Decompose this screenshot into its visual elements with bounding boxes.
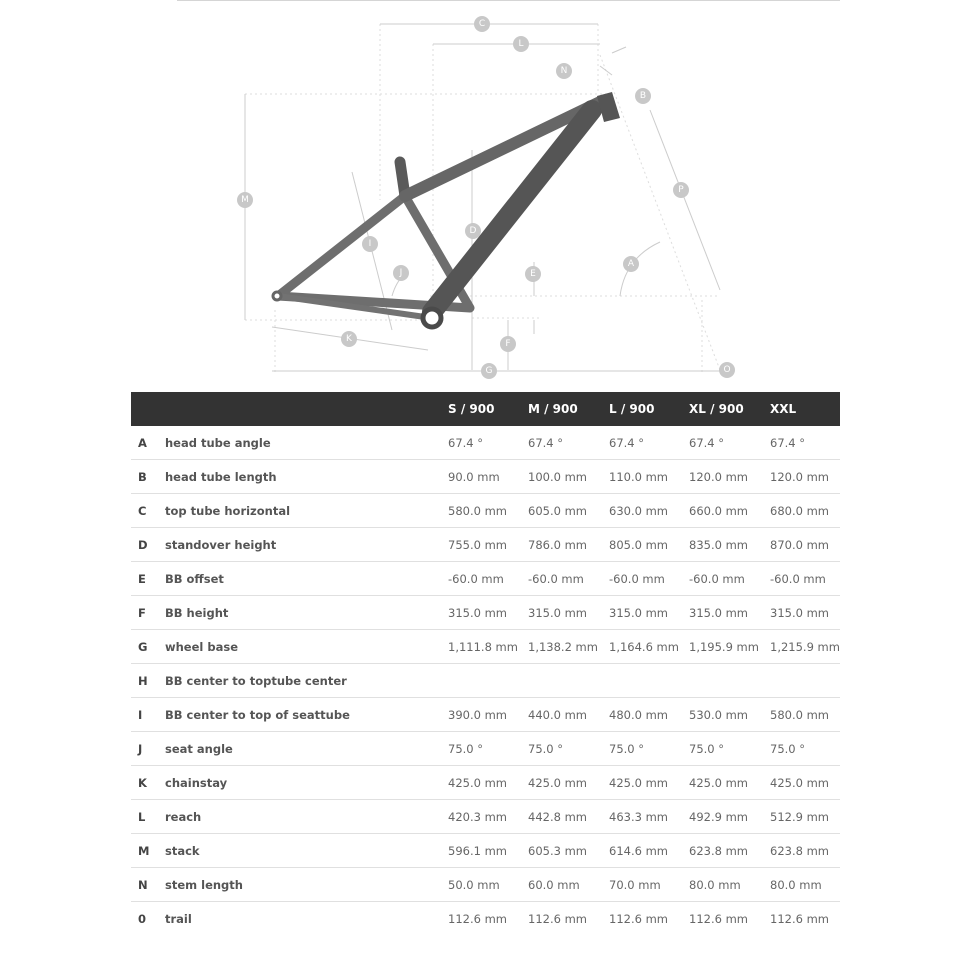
cell-value: 67.4 °	[441, 426, 521, 460]
cell-value: 1,215.9 mm	[763, 630, 840, 664]
cell-value: 60.0 mm	[521, 868, 602, 902]
cell-value: 480.0 mm	[602, 698, 682, 732]
bike-frame	[273, 92, 620, 327]
cell-value: 120.0 mm	[682, 460, 763, 494]
cell-value: 1,164.6 mm	[602, 630, 682, 664]
marker-a	[623, 256, 639, 272]
cell-value: 315.0 mm	[441, 596, 521, 630]
table-row	[131, 426, 840, 460]
table-row	[131, 630, 840, 664]
header-size-s: S / 900	[441, 392, 521, 426]
row-code: K	[131, 766, 165, 800]
row-name: trail	[165, 911, 192, 926]
cell-value: 112.6 mm	[528, 911, 587, 926]
marker-l	[513, 36, 529, 52]
cell-value: 623.8 mm	[763, 834, 840, 868]
cell-value: 492.9 mm	[682, 800, 763, 834]
row-code: G	[131, 630, 165, 664]
cell-value: 463.3 mm	[602, 800, 682, 834]
table-row	[131, 664, 840, 698]
row-code: F	[131, 596, 165, 630]
cell-value: 315.0 mm	[682, 596, 763, 630]
cell-value: -60.0 mm	[441, 562, 521, 596]
cell-value: 100.0 mm	[521, 460, 602, 494]
header-size-xxl: XXL	[763, 392, 840, 426]
cell-value: 755.0 mm	[441, 528, 521, 562]
table-row	[131, 494, 840, 528]
marker-i	[362, 236, 378, 252]
cell-value: 112.6 mm	[770, 911, 829, 926]
svg-text:L: L	[518, 39, 524, 49]
cell-value: 80.0 mm	[682, 868, 763, 902]
marker-g	[481, 363, 497, 379]
cell-value: 67.4 °	[602, 426, 682, 460]
row-name: BB center to toptube center	[165, 664, 441, 698]
cell-value: 440.0 mm	[521, 698, 602, 732]
cell-value: 835.0 mm	[682, 528, 763, 562]
cell-value: 67.4 °	[763, 426, 840, 460]
row-name: head tube length	[165, 460, 441, 494]
cell-value: 630.0 mm	[602, 494, 682, 528]
cell-value	[682, 664, 763, 698]
cell-value: 580.0 mm	[441, 494, 521, 528]
svg-text:M: M	[241, 195, 249, 205]
row-name: BB offset	[165, 562, 441, 596]
cell-value: 442.8 mm	[521, 800, 602, 834]
geometry-table	[131, 392, 840, 935]
table-row	[131, 800, 840, 834]
cell-value: 75.0 °	[521, 732, 602, 766]
cell-value: 390.0 mm	[441, 698, 521, 732]
row-code: N	[131, 868, 165, 902]
cell-value: 112.6 mm	[689, 911, 748, 926]
row-name: chainstay	[165, 766, 441, 800]
marker-o	[719, 362, 735, 378]
cell-value: 605.0 mm	[521, 494, 602, 528]
marker-b	[635, 88, 651, 104]
cell-value: 315.0 mm	[521, 596, 602, 630]
row-code: M	[131, 834, 165, 868]
table-row	[131, 732, 840, 766]
row-name: BB center to top of seattube	[165, 698, 441, 732]
cell-value: 1,111.8 mm	[441, 630, 521, 664]
svg-text:A: A	[627, 259, 635, 269]
cell-value: 530.0 mm	[682, 698, 763, 732]
cell-value: -60.0 mm	[521, 562, 602, 596]
cell-value: 112.6 mm	[609, 911, 668, 926]
row-code: A	[131, 426, 165, 460]
row-name: stack	[165, 834, 441, 868]
svg-text:O: O	[723, 365, 731, 375]
marker-j	[393, 265, 409, 281]
cell-value: 420.3 mm	[441, 800, 521, 834]
row-code: C	[131, 494, 165, 528]
svg-text:P: P	[678, 185, 684, 195]
marker-c	[474, 16, 490, 32]
row-name: standover height	[165, 528, 441, 562]
cell-value: -60.0 mm	[763, 562, 840, 596]
table-row	[131, 766, 840, 800]
row-name: wheel base	[165, 630, 441, 664]
cell-value: 67.4 °	[521, 426, 602, 460]
marker-f	[500, 336, 516, 352]
cell-value: 67.4 °	[682, 426, 763, 460]
table-header-row	[131, 392, 840, 426]
cell-value: 425.0 mm	[441, 766, 521, 800]
row-code: L	[131, 800, 165, 834]
row-name: BB height	[165, 596, 441, 630]
row-code: H	[131, 664, 165, 698]
cell-value: -60.0 mm	[602, 562, 682, 596]
cell-value	[602, 664, 682, 698]
cell-value: 120.0 mm	[763, 460, 840, 494]
svg-text:I: I	[368, 239, 372, 249]
row-code: B	[131, 460, 165, 494]
marker-d	[465, 223, 481, 239]
dimension-markers	[237, 16, 735, 379]
cell-value: 110.0 mm	[602, 460, 682, 494]
marker-n	[556, 63, 572, 79]
table-row	[131, 902, 840, 936]
table-row	[131, 528, 840, 562]
row-name: head tube angle	[165, 426, 441, 460]
cell-value: 75.0 °	[682, 732, 763, 766]
reference-lines	[245, 24, 720, 372]
header-size-xl: XL / 900	[682, 392, 763, 426]
row-name: top tube horizontal	[165, 494, 441, 528]
cell-value: 1,195.9 mm	[682, 630, 763, 664]
marker-m	[237, 192, 253, 208]
svg-text:F: F	[505, 339, 511, 349]
cell-value: 90.0 mm	[441, 460, 521, 494]
row-name: seat angle	[165, 732, 441, 766]
cell-value: 870.0 mm	[763, 528, 840, 562]
cell-value: 425.0 mm	[682, 766, 763, 800]
table-row	[131, 698, 840, 732]
cell-value: 660.0 mm	[682, 494, 763, 528]
svg-text:G: G	[485, 366, 493, 376]
svg-text:C: C	[478, 19, 486, 29]
svg-text:K: K	[346, 334, 352, 344]
row-name: reach	[165, 800, 441, 834]
svg-text:E: E	[530, 269, 536, 279]
header-name	[165, 392, 441, 426]
cell-value	[763, 664, 840, 698]
table-row	[131, 596, 840, 630]
cell-value: 315.0 mm	[763, 596, 840, 630]
row-code: E	[131, 562, 165, 596]
row-code: J	[131, 732, 165, 766]
cell-value	[521, 664, 602, 698]
marker-p	[673, 182, 689, 198]
cell-value: 614.6 mm	[602, 834, 682, 868]
table-row	[131, 834, 840, 868]
cell-value: 315.0 mm	[602, 596, 682, 630]
cell-value: 425.0 mm	[521, 766, 602, 800]
cell-value: 786.0 mm	[521, 528, 602, 562]
svg-text:J: J	[399, 268, 403, 278]
cell-value: 805.0 mm	[602, 528, 682, 562]
row-name: stem length	[165, 868, 441, 902]
svg-text:D: D	[469, 226, 477, 236]
cell-value: 75.0 °	[763, 732, 840, 766]
table-row	[131, 868, 840, 902]
cell-value: 1,138.2 mm	[521, 630, 602, 664]
cell-value: 512.9 mm	[763, 800, 840, 834]
cell-value: 596.1 mm	[441, 834, 521, 868]
header-size-m: M / 900	[521, 392, 602, 426]
cell-value: 50.0 mm	[441, 868, 521, 902]
svg-text:B: B	[639, 91, 647, 101]
cell-value: 580.0 mm	[763, 698, 840, 732]
cell-value: 680.0 mm	[763, 494, 840, 528]
cell-value: 425.0 mm	[763, 766, 840, 800]
svg-text:N: N	[560, 66, 568, 76]
cell-value: 75.0 °	[441, 732, 521, 766]
cell-value: 80.0 mm	[763, 868, 840, 902]
cell-value: 75.0 °	[602, 732, 682, 766]
dimension-lines	[245, 24, 720, 371]
row-code: D	[131, 528, 165, 562]
frame-geometry-diagram	[0, 0, 972, 392]
marker-k	[341, 331, 357, 347]
table-body	[131, 426, 840, 935]
header-size-l: L / 900	[602, 392, 682, 426]
cell-value	[441, 664, 521, 698]
table-row	[131, 562, 840, 596]
cell-value: 425.0 mm	[602, 766, 682, 800]
marker-e	[525, 266, 541, 282]
table-row	[131, 460, 840, 494]
row-code: 0	[138, 911, 147, 926]
cell-value: 112.6 mm	[448, 911, 507, 926]
cell-value: 70.0 mm	[602, 868, 682, 902]
row-code: I	[131, 698, 165, 732]
header-code	[131, 392, 165, 426]
cell-value: 605.3 mm	[521, 834, 602, 868]
cell-value: -60.0 mm	[682, 562, 763, 596]
cell-value: 623.8 mm	[682, 834, 763, 868]
